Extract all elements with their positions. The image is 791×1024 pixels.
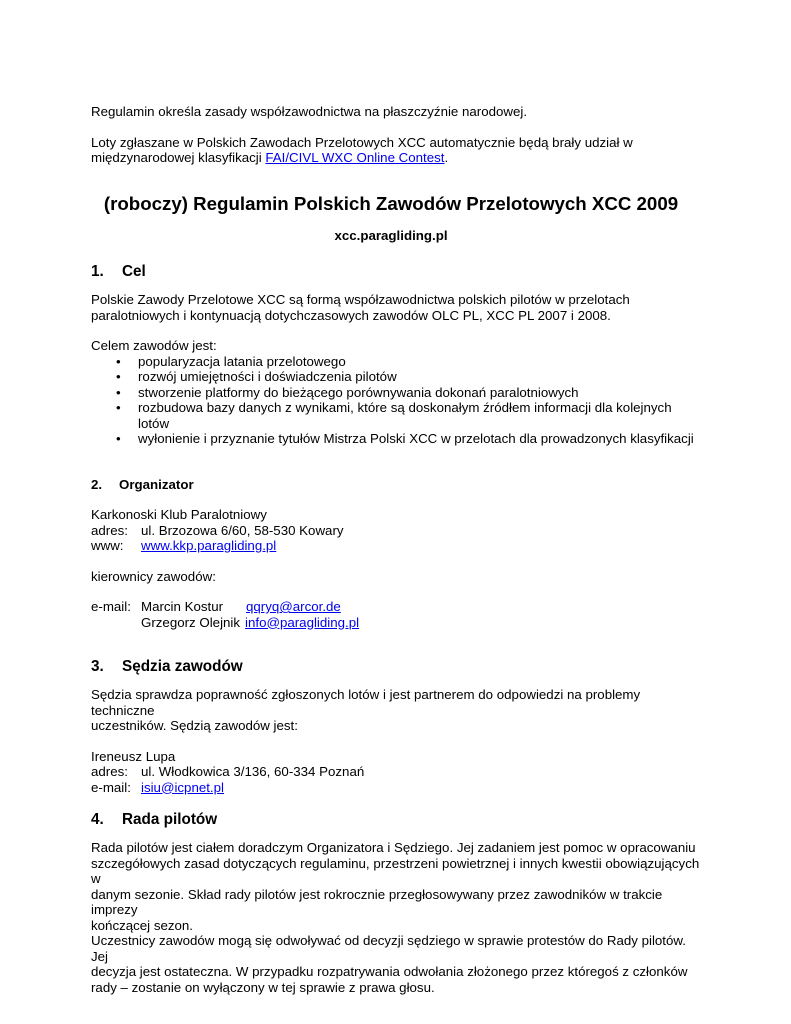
list-item-text: rozwój umiejętności i doświadczenia pilotów	[138, 369, 397, 384]
judge-address-row	[91, 764, 701, 780]
manager-2-email-link[interactable]: info@paragliding.pl	[245, 614, 360, 630]
bullet-icon: •	[116, 431, 121, 446]
section-4-heading	[91, 811, 701, 829]
organizer-name: Karkonoski Klub Paralotniowy	[91, 507, 267, 522]
bullet-icon: •	[116, 384, 121, 400]
list-item	[91, 354, 701, 370]
intro-paragraph-2-prefix: międzynarodowej klasyfikacji	[91, 150, 266, 165]
section-4-line: decyzja jest ostateczna. W przypadku rozpatrywania odwołania złożonego przez któregoś z członków	[91, 964, 688, 979]
manager-row-1	[91, 599, 701, 615]
bullet-icon: •	[116, 369, 121, 384]
judge-name: Ireneusz Lupa	[91, 748, 176, 764]
section-3-paragraph	[91, 687, 701, 734]
wxc-online-contest-link[interactable]: FAI/CIVL WXC Online Contest	[265, 150, 445, 165]
manager-2-name: Grzegorz Olejnik	[141, 614, 241, 630]
intro-paragraph-2-line-1: Loty zgłaszane w Polskich Zawodach Przelotowych XCC automatycznie będą brały udział w	[91, 134, 633, 150]
judge-email-link[interactable]: isiu@icpnet.pl	[141, 779, 224, 795]
section-1-number: 1.	[91, 263, 104, 280]
section-2-heading	[91, 477, 701, 493]
intro-paragraph-2-suffix: .	[444, 150, 449, 165]
section-2-title: Organizator	[119, 476, 194, 492]
judge-email-row	[91, 780, 701, 796]
organizer-address-label: adres:	[91, 522, 128, 538]
bullet-icon: •	[116, 353, 121, 369]
section-4-line: rady – zostanie on wyłączony w tej sprawie z prawa głosu.	[91, 979, 435, 995]
section-4-line: Uczestnicy zawodów mogą się odwoływać od decyzji sędziego w sprawie protestów do Rady pilotów. Jej	[91, 933, 686, 964]
list-item-text: rozbudowa bazy danych z wynikami, które są doskonałym źródłem informacji dla kolejnych lotów	[138, 400, 672, 431]
goals-list	[91, 354, 701, 447]
section-4-paragraph	[91, 840, 701, 995]
section-3-number: 3.	[91, 658, 104, 675]
section-4-line: Rada pilotów jest ciałem doradczym Organizatora i Sędziego. Jej zadaniem jest pomoc w opracowaniu	[91, 840, 696, 855]
document-content	[91, 104, 701, 995]
section-2-number: 2.	[91, 476, 103, 492]
bullet-icon: •	[116, 400, 121, 415]
section-3-title: Sędzia zawodów	[122, 658, 243, 675]
judge-address-value: ul. Włodkowica 3/136, 60-334 Poznań	[141, 764, 365, 779]
list-item	[91, 369, 701, 385]
section-1-paragraph-line-1: Polskie Zawody Przelotowe XCC są formą współzawodnictwa polskich pilotów w przelotach	[91, 292, 630, 307]
section-4-line: kończącej sezon.	[91, 917, 193, 933]
document-title: (roboczy) Regulamin Polskich Zawodów Przelotowych XCC 2009	[103, 192, 679, 214]
section-4-line: danym sezonie. Skład rady pilotów jest rokrocznie przegłosowywany przez zawodników w trakcie imprezy	[91, 886, 663, 917]
organizer-www-row	[91, 538, 701, 554]
section-3-paragraph-line-2: uczestników. Sędzią zawodów jest:	[91, 718, 298, 733]
list-item-text: popularyzacja latania przelotowego	[138, 353, 346, 369]
managers-label: kierownicy zawodów:	[91, 568, 216, 584]
goals-intro: Celem zawodów jest:	[91, 338, 217, 353]
section-4-number: 4.	[91, 811, 104, 828]
manager-row-2	[91, 615, 701, 631]
organizer-www-label: www:	[91, 538, 124, 553]
section-1-paragraph	[91, 292, 701, 323]
manager-1-email-link[interactable]: qqryq@arcor.de	[246, 599, 341, 614]
organizer-www-link[interactable]: www.kkp.paragliding.pl	[141, 538, 277, 553]
manager-email-label: e-mail:	[91, 599, 131, 614]
section-1-paragraph-line-2: paralotniowych i kontynuacją dotychczasowych zawodów OLC PL, XCC PL 2007 i 2008.	[91, 307, 611, 323]
section-4-title: Rada pilotów	[122, 811, 218, 828]
document-subtitle: xcc.paragliding.pl	[334, 227, 448, 243]
section-3-paragraph-line-1: Sędzia sprawdza poprawność zgłoszonych lotów i jest partnerem do odpowiedzi na problemy techniczne	[91, 687, 641, 718]
list-item	[91, 431, 701, 447]
section-3-heading	[91, 658, 701, 676]
intro-paragraph-1: Regulamin określa zasady współzawodnictwa na płaszczyźnie narodowej.	[91, 104, 528, 119]
judge-email-label: e-mail:	[91, 779, 131, 795]
list-item	[91, 400, 701, 431]
list-item	[91, 385, 701, 401]
manager-1-name: Marcin Kostur	[141, 599, 224, 614]
section-4-line: szczegółowych zasad dotyczących regulaminu, przestrzeni powietrznej i innych kwestii obowiązujących w	[91, 855, 700, 886]
organizer-address-value: ul. Brzozowa 6/60, 58-530 Kowary	[141, 522, 344, 538]
organizer-address-row	[91, 523, 701, 539]
intro-paragraph-2	[91, 135, 701, 166]
intro-paragraph-2-line-2	[91, 150, 701, 166]
list-item-text: stworzenie platformy do bieżącego porównywania dokonań paralotniowych	[138, 384, 579, 400]
list-item-text: wyłonienie i przyznanie tytułów Mistrza Polski XCC w przelotach dla prowadzonych klasyfikacji	[138, 431, 694, 446]
judge-address-label: adres:	[91, 764, 128, 779]
section-1-heading	[91, 263, 701, 281]
section-1-title: Cel	[122, 263, 146, 280]
